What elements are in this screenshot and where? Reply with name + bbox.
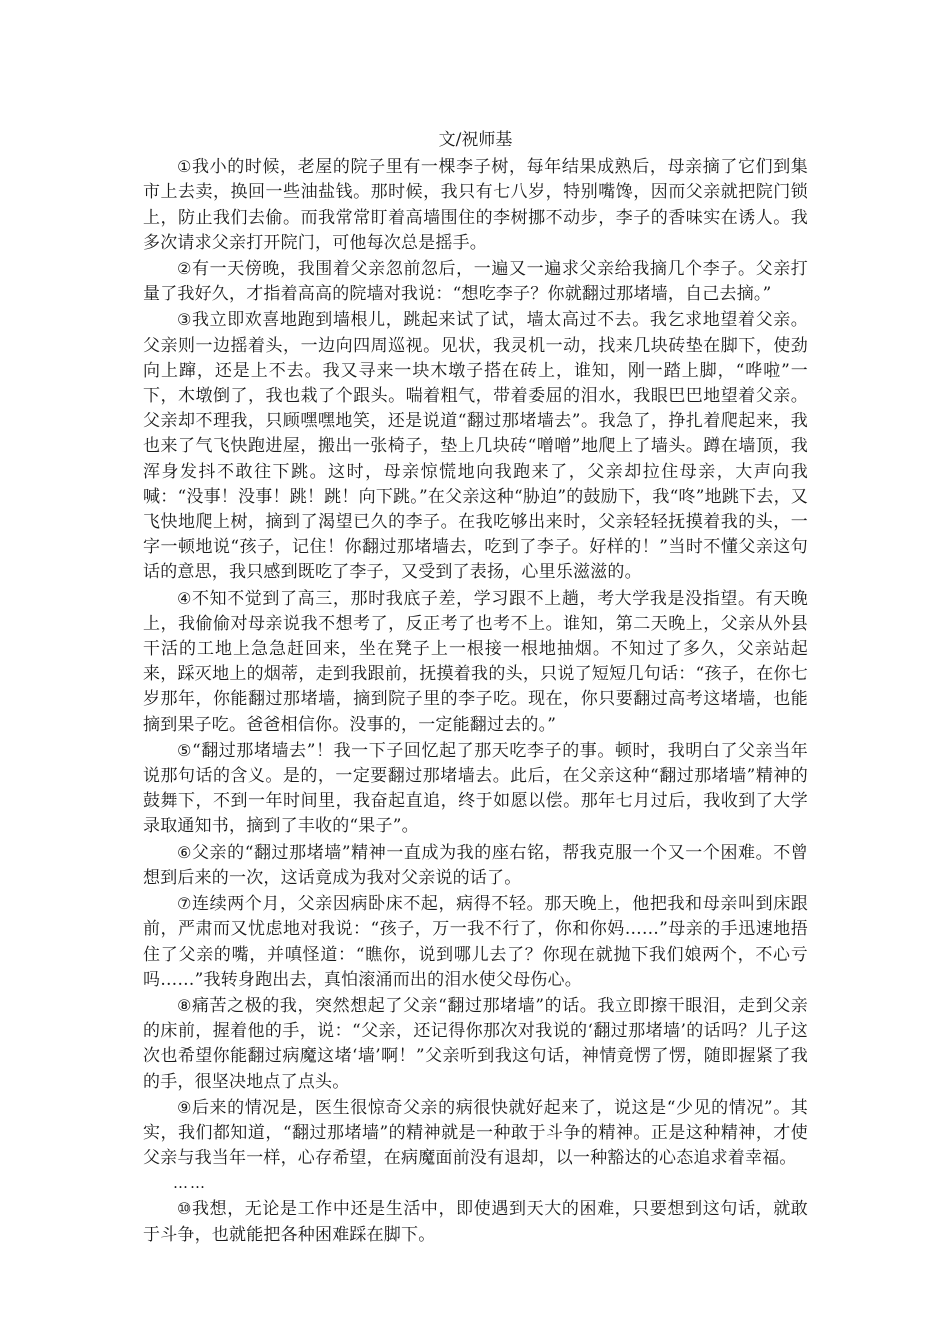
paragraph-number: ③ bbox=[177, 310, 192, 330]
paragraph-number: ⑦ bbox=[177, 894, 192, 914]
paragraph-number: ⑧ bbox=[177, 995, 192, 1015]
paragraph-number: ⑤ bbox=[177, 740, 192, 760]
paragraph-text: 后来的情况是，医生很惊奇父亲的病很快就好起来了，说这是“少见的情况”。其实，我们都知道，“翻过那堵墙”的精神就是一种敢于斗争的精神。正是这种精神，才使父亲与我当年一样，心存希望，在病魔面前没有退却，以一种豁达的心态追求着幸福。 bbox=[143, 1097, 808, 1169]
paragraph-text: 连续两个月，父亲因病卧床不起，病得不轻。那天晚上，他把我和母亲叫到床跟前，严肃而又忧虑地对我说：“孩子，万一我不行了，你和你妈……”母亲的手迅速地捂住了父亲的嘴，并嗔怪道：“瞧你，说到哪儿去了？你现在就抛下我们娘两个，不心亏吗……”我转身跑出去，真怕滚涌而出的泪水使父母伤心。 bbox=[143, 894, 809, 990]
paragraph-text: 父亲的“翻过那堵墙”精神一直成为我的座右铭，帮我克服一个又一个困难。不曾想到后来的一次，这话竟成为我对父亲说的话了。 bbox=[143, 842, 808, 888]
paragraph-number: ⑩ bbox=[177, 1199, 192, 1219]
paragraph-4 bbox=[143, 586, 808, 738]
paragraph-number: ⑨ bbox=[177, 1097, 192, 1117]
paragraph-3 bbox=[143, 307, 808, 585]
article bbox=[143, 128, 808, 1248]
paragraph-6 bbox=[143, 840, 808, 891]
paragraph-text: 有一天傍晚，我围着父亲忽前忽后，一遍又一遍求父亲给我摘几个李子。父亲打量了我好久，才指着高高的院墙对我说：“想吃李子？你就翻过那堵墙，自己去摘。” bbox=[143, 259, 809, 305]
paragraph-8 bbox=[143, 993, 808, 1095]
paragraph-5 bbox=[143, 738, 808, 840]
paragraph-text: “翻过那堵墙去”！我一下子回忆起了那天吃李子的事。顿时，我明白了父亲当年说那句话的含义。是的，一定要翻过那堵墙去。此后，在父亲这种“翻过那堵墙”精神的鼓舞下，不到一年时间里，我奋起直追，终于如愿以偿。那年七月过后，我收到了大学录取通知书，摘到了丰收的“果子”。 bbox=[143, 740, 808, 837]
paragraph-7 bbox=[143, 891, 808, 993]
paragraph-text: 不知不觉到了高三，那时我底子差，学习跟不上趟，考大学我是没指望。有天晚上，我偷偷对母亲说我不想考了，反正考了也考不上。谁知，第二天晚上，父亲从外县干活的工地上急急赶回来，坐在凳子上一根接一根地抽烟。不知过了多久，父亲站起来，踩灭地上的烟蒂，走到我跟前，抚摸着我的头，只说了短短几句话：“孩子，在你七岁那年，你能翻过那堵墙，摘到院子里的李子吃。现在，你只要翻过高考这堵墙，也能摘到果子吃。爸爸相信你。没事的，一定能翻过去的。” bbox=[143, 588, 809, 735]
paragraph-text: 我想，无论是工作中还是生活中，即使遇到天大的困难，只要想到这句话，就敢于斗争，也就能把各种困难踩在脚下。 bbox=[143, 1199, 809, 1245]
paragraph-number: ① bbox=[177, 157, 192, 177]
paragraph-number: ② bbox=[177, 259, 192, 279]
paragraph-10 bbox=[143, 1196, 808, 1247]
paragraph-9 bbox=[143, 1095, 808, 1172]
omission-ellipsis: …… bbox=[173, 1174, 207, 1193]
paragraph-number: ⑥ bbox=[177, 842, 192, 862]
paragraph-text: 痛苦之极的我，突然想起了父亲“翻过那堵墙”的话。我立即擦干眼泪，走到父亲的床前，握着他的手，说：“父亲，还记得你那次对我说的‘翻过那堵墙’的话吗？儿子这次也希望你能翻过病魔这堵‘墙’啊！”父亲听到我这句话，神情竟愣了愣，随即握紧了我的手，很坚决地点了点头。 bbox=[143, 995, 808, 1092]
paragraph-text: 我立即欢喜地跑到墙根儿，跳起来试了试，墙太高过不去。我乞求地望着父亲。父亲则一边摇着头，一边向四周巡视。见状，我灵机一动，找来几块砖垫在脚下，使劲向上蹿，还是上不去。我又寻来一块木墩子搭在砖上，谁知，刚一踏上脚，“哗啦”一下，木墩倒了，我也栽了个跟头。喘着粗气，带着委屈的泪水，我眼巴巴地望着父亲。父亲却不理我，只顾嘿嘿地笑，还是说道“翻过那堵墙去”。我急了，挣扎着爬起来，我也来了气飞快跑进屋，搬出一张椅子，垫上几块砖“噌噌”地爬上了墙头。蹲在墙顶，我浑身发抖不敢往下跳。这时，母亲惊慌地向我跑来了，父亲却拉住母亲，大声向我喊：“没事！没事！跳！跳！向下跳。”在父亲这种“胁迫”的鼓励下，我“咚”地跳下去，又飞快地爬上树，摘到了渴望已久的李子。在我吃够出来时，父亲轻轻抚摸着我的头，一字一顿地说“孩子，记住！你翻过那堵墙去，吃到了李子。好样的！”当时不懂父亲这句话的意思，我只感到既吃了李子，又受到了表扬，心里乐滋滋的。 bbox=[143, 310, 809, 583]
paragraph-2 bbox=[143, 256, 808, 307]
paragraph-text: 我小的时候，老屋的院子里有一棵李子树，每年结果成熟后，母亲摘了它们到集市上去卖，换回一些油盐钱。那时候，我只有七八岁，特别嘴馋，因而父亲就把院门锁上，防止我们去偷。而我常常盯着高墙围住的李树挪不动步，李子的香味实在诱人。我多次请求父亲打开院门，可他每次总是摇手。 bbox=[143, 157, 809, 253]
paragraph-1 bbox=[143, 154, 808, 256]
author-byline: 文/祝师基 bbox=[438, 130, 513, 150]
paragraph-number: ④ bbox=[177, 588, 192, 608]
